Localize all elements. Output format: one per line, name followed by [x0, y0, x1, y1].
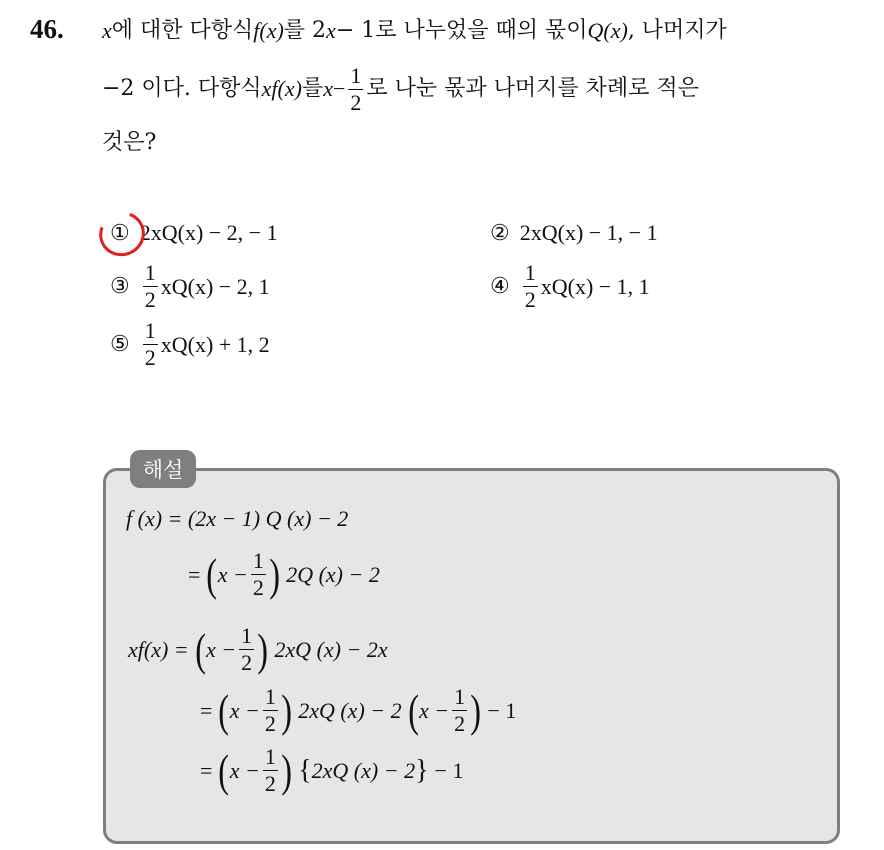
option-mark: ④ [490, 274, 510, 299]
question-number: 46. [30, 14, 64, 44]
frac-den: 2 [241, 650, 253, 675]
option-5[interactable] [110, 320, 270, 369]
frac-num: 1 [144, 318, 156, 343]
frac-den: 2 [144, 287, 156, 312]
option-mark: ⑤ [110, 332, 130, 357]
equals: = [200, 757, 213, 783]
eq-text: − 1 [487, 697, 517, 723]
brace-close: } [415, 754, 429, 786]
text: 에 대한 다항식 [111, 18, 254, 43]
eq-text: 2xQ (x) − 2 [298, 697, 402, 723]
eq-text: x − [205, 636, 237, 662]
option-expr: xQ(x) + 1, 2 [160, 331, 270, 357]
eq-text: x − [229, 757, 260, 783]
brace-open: { [298, 754, 312, 786]
solution-line-2: = ( x − $\frac{1}{2}$ ) 2Q (x) − 2 [188, 548, 380, 600]
solution-line-3: xf(x) = ( x − $\frac{1}{2}$ ) 2xQ (x) − 2x [128, 623, 388, 675]
frac-den: 2 [264, 771, 276, 796]
frac-num: 1 [264, 744, 276, 769]
solution-label: 해설 [130, 450, 196, 488]
eq-text: f (x) = (2x − 1) Q (x) − 2 [126, 506, 349, 531]
option-4[interactable] [490, 262, 650, 311]
option-3[interactable] [110, 262, 270, 311]
frac-den: 2 [264, 711, 276, 736]
fraction-half [523, 262, 538, 311]
eq-text: 2Q (x) − 2 [286, 561, 380, 587]
equals: = [200, 697, 213, 723]
question-line-1 [102, 16, 727, 46]
frac-num: 1 [144, 260, 156, 285]
frac-den: 2 [350, 89, 362, 115]
var-x: x [102, 18, 112, 43]
option-mark: ② [490, 220, 510, 246]
eq-text: 2xQ (x) − 2 [311, 757, 416, 783]
solution-line-5: = ( x − $\frac{1}{2}$ ) { 2xQ (x) − 2 } − 1 [200, 744, 464, 796]
eq-text: 2xQ (x) − 2x [274, 636, 388, 662]
text: 로 나눈 몫과 나머지를 차례로 적은 [366, 76, 699, 101]
frac-num: 1 [454, 684, 466, 709]
option-expr: xQ(x) − 2, 1 [160, 273, 270, 299]
frac-den: 2 [144, 345, 156, 370]
frac-den: 2 [524, 287, 536, 312]
expr-xfx: xf(x) [261, 76, 302, 101]
frac-num: 1 [524, 260, 536, 285]
eq-text: xf(x) = [128, 636, 189, 662]
question-line-3: 것은? [102, 130, 157, 155]
expr-qx: Q(x) [587, 18, 628, 43]
solution-line-4: = ( x − $\frac{1}{2}$ ) 2xQ (x) − 2 ( x − $\frac{1}{2}$ ) − 1 [200, 684, 517, 736]
option-expr: xQ(x) − 1, 1 [540, 273, 650, 299]
fraction-half [348, 62, 363, 115]
text: 를 [301, 76, 324, 101]
frac-num: 1 [252, 548, 264, 573]
eq-text: − 1 [434, 757, 464, 783]
eq-text: x − [418, 697, 450, 723]
var-x: x [323, 76, 333, 101]
frac-den: 2 [252, 575, 264, 600]
frac-den: 2 [454, 711, 466, 736]
option-expr: 2xQ(x) − 1, − 1 [519, 220, 658, 245]
option-mark: ① [110, 220, 130, 246]
option-2[interactable] [490, 220, 658, 246]
expr-fx: f(x) [253, 18, 284, 43]
minus: − [333, 76, 346, 101]
selected-answer-circle-icon [92, 204, 152, 263]
text: −2 이다. 다항식 [102, 76, 262, 101]
text: 를 2 [283, 18, 327, 43]
frac-num: 1 [241, 623, 253, 648]
fraction-half [143, 320, 158, 369]
eq-text: x − [229, 697, 260, 723]
frac-num: 1 [264, 684, 276, 709]
question-line-2 [102, 64, 699, 114]
var-x: x [326, 18, 336, 43]
text: − 1로 나누었을 때의 몫이 [335, 18, 588, 43]
equals: = [188, 561, 201, 587]
fraction-half [143, 262, 158, 311]
eq-text: x − [217, 561, 248, 587]
option-mark: ③ [110, 274, 130, 299]
solution-line-1 [126, 506, 348, 532]
text: , 나머지가 [627, 18, 727, 43]
option-expr: 2xQ(x) − 2, − 1 [139, 220, 278, 245]
frac-num: 1 [350, 62, 362, 88]
